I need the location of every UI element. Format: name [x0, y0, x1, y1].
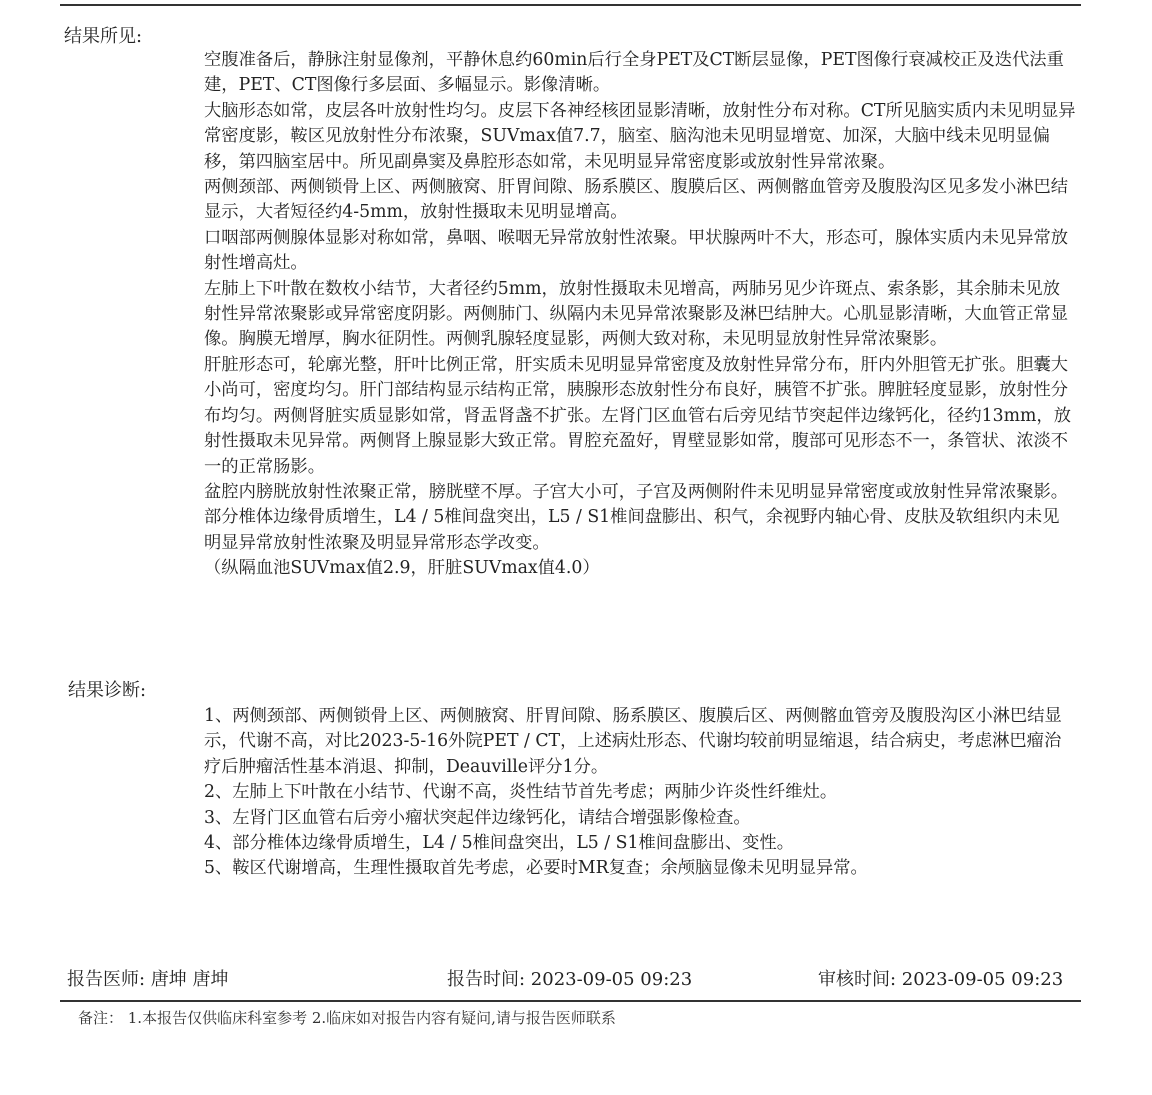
diagnosis-item: 3、左肾门区血管右后旁小瘤状突起伴边缘钙化，请结合增强影像检查。 — [204, 807, 751, 828]
signature-row — [0, 966, 1152, 994]
top-divider — [60, 4, 1081, 6]
findings-paragraph-neck: 口咽部两侧腺体显影对称如常，鼻咽、喉咽无异常放射性浓聚。甲状腺两叶不大，形态可，腺体实质内未见异常放射性增高灶。 — [204, 227, 1069, 274]
findings-paragraph-chest: 左肺上下叶散在数枚小结节，大者径约5mm，放射性摄取未见增高，两肺另见少许斑点、索条影，其余肺未见放射性异常浓聚影或异常密度阴影。两侧肺门、纵隔内未见异常浓聚影及淋巴结肿大。心肌显影清晰，大血管正常显像。胸膜无增厚，胸水征阴性。两侧乳腺轻度显影，两侧大致对称，未见明显放射性异常浓聚影。 — [204, 278, 1069, 350]
diagnosis-item: 1、两侧颈部、两侧锁骨上区、两侧腋窝、肝胃间隙、肠系膜区、腹膜后区、两侧髂血管旁及腹股沟区小淋巴结显示，代谢不高，对比2023-5-16外院PET / CT，上述病灶形态、代谢均较前明显缩退，结合病史，考虑淋巴瘤治疗后肿瘤活性基本消退、抑制，Deauville评分1分。 — [204, 706, 1062, 777]
footer-note: 备注： 1.本报告仅供临床科室参考 2.临床如对报告内容有疑问,请与报告医师联系 — [78, 1009, 616, 1027]
diagnosis-item: 2、左肺上下叶散在小结节、代谢不高，炎性结节首先考虑；两肺少许炎性纤维灶。 — [204, 782, 838, 803]
bottom-divider — [60, 1000, 1081, 1002]
findings-paragraph-suv: （纵隔血池SUVmax值2.9，肝脏SUVmax值4.0） — [204, 558, 600, 579]
findings-body — [204, 48, 1076, 582]
findings-paragraph-abdomen: 肝脏形态可，轮廓光整，肝叶比例正常，肝实质未见明显异常密度及放射性异常分布，肝内外胆管无扩张。胆囊大小尚可，密度均匀。肝门部结构显示结构正常，胰腺形态放射性分布良好，胰管不扩张。脾脏轻度显影，放射性分布均匀。两侧肾脏实质显影如常，肾盂肾盏不扩张。左肾门区血管右后旁见结节突起伴边缘钙化，径约13mm，放射性摄取未见异常。两侧肾上腺显影大致正常。胃腔充盈好，胃壁显影如常，腹部可见形态不一，条管状、浓淡不一的正常肠影。 — [204, 354, 1071, 477]
findings-paragraph-pelvis: 盆腔内膀胱放射性浓聚正常，膀胱壁不厚。子宫大小可，子宫及两侧附件未见明显异常密度或放射性异常浓聚影。 — [204, 481, 1069, 502]
findings-paragraph-lymph: 两侧颈部、两侧锁骨上区、两侧腋窝、肝胃间隙、肠系膜区、腹膜后区、两侧髂血管旁及腹股沟区见多发小淋巴结显示，大者短径约4-5mm，放射性摄取未见明显增高。 — [204, 177, 1069, 223]
diagnosis-item: 5、鞍区代谢增高，生理性摄取首先考虑，必要时MR复查；余颅脑显像未见明显异常。 — [204, 858, 868, 879]
diagnosis-body — [204, 704, 1076, 882]
report-time: 报告时间: 2023-09-05 09:23 — [447, 969, 693, 990]
findings-paragraph-brain: 大脑形态如常，皮层各叶放射性均匀。皮层下各神经核团显影清晰，放射性分布对称。CT所见脑实质内未见明显异常密度影，鞍区见放射性分布浓聚，SUVmax值7.7，脑室、脑沟池未见明显增宽、加深，大脑中线未见明显偏移，第四脑室居中。所见副鼻窦及鼻腔形态如常，未见明显异常密度影或放射性异常浓聚。 — [204, 100, 1076, 172]
diagnosis-item: 4、部分椎体边缘骨质增生，L4 / 5椎间盘突出，L5 / S1椎间盘膨出、变性。 — [204, 833, 794, 854]
review-time: 审核时间: 2023-09-05 09:23 — [818, 969, 1064, 990]
reporting-doctor: 报告医师: 唐坤 唐坤 — [67, 969, 229, 990]
findings-paragraph-procedure: 空腹准备后，静脉注射显像剂，平静休息约60min后行全身PET及CT断层显像，PET图像行衰减校正及迭代法重建，PET、CT图像行多层面、多幅显示。影像清晰。 — [204, 50, 1064, 96]
findings-label: 结果所见: — [64, 26, 143, 47]
diagnosis-label: 结果诊断: — [68, 680, 147, 701]
findings-paragraph-bone: 部分椎体边缘骨质增生，L4 / 5椎间盘突出，L5 / S1椎间盘膨出、积气，余视野内轴心骨、皮肤及软组织内未见明显异常放射性浓聚及明显异常形态学改变。 — [204, 507, 1060, 553]
